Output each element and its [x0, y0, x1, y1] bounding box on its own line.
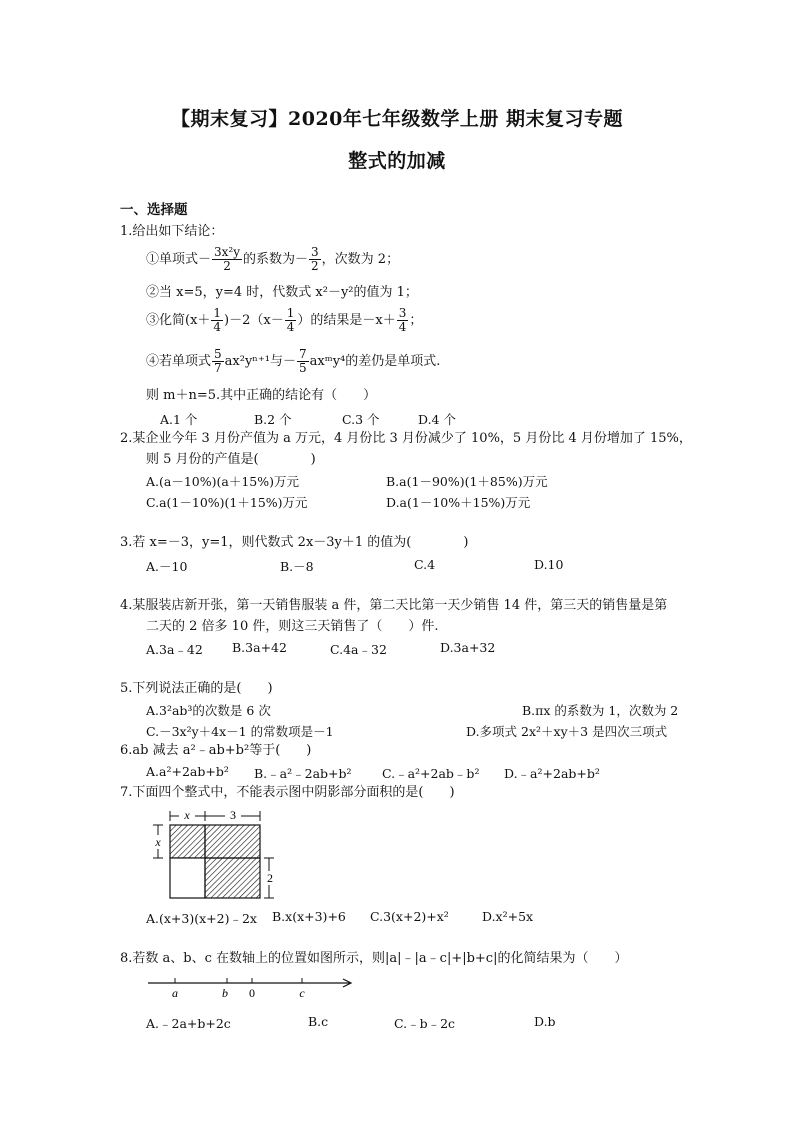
q6-stem: 6.ab 减去 a²﹣ab+b²等于( ) — [120, 743, 312, 758]
q1-statement-1: ①单项式－ $\frac{\text{3x²y}}{2}$ 的系数为－ $\frac{3}{2}$ ，次数为 2； — [146, 245, 400, 273]
q2-stem-1: 2.某企业今年 3 月份产值为 a 万元，4 月份比 3 月份减少了 10%，5 月份比 4 月份增加了 15%， — [120, 431, 692, 446]
q2-option-c[interactable]: C.a(1－10%)(1＋15%)万元 — [146, 495, 308, 510]
q1-option-a[interactable]: A.1 个 — [160, 412, 198, 427]
q4-stem-2: 二天的 2 倍多 10 件，则这三天销售了（ ）件. — [146, 619, 439, 634]
q5-option-d[interactable]: D.多项式 2x²＋xy＋3 是四次三项式 — [466, 724, 668, 739]
q6-option-c[interactable]: C.﹣a²+2ab﹣b² — [382, 766, 480, 781]
shaded-square-x — [170, 825, 205, 858]
q6-option-a[interactable]: A.a²+2ab+b² — [146, 764, 229, 779]
q1-option-d[interactable]: D.4 个 — [418, 412, 456, 427]
q8-number-line — [145, 972, 360, 1002]
q5-stem: 5.下列说法正确的是( ) — [120, 681, 273, 696]
q5-option-b[interactable]: B.πx 的系数为 1，次数为 2 — [522, 703, 679, 718]
q7-option-c[interactable]: C.3(x+2)+x² — [370, 909, 449, 924]
q5-option-a[interactable]: A.3²ab³的次数是 6 次 — [146, 703, 271, 718]
q1-statement-4: ④若单项式 $\frac{5}{7}$ ax²yⁿ⁺¹与－ $\frac{7}{5}$ axᵐy⁴的差仍是单项式. — [146, 347, 441, 375]
q3-option-c[interactable]: C.4 — [414, 557, 436, 572]
label-2: 2 — [267, 871, 273, 885]
q1-stem: 1.给出如下结论： — [120, 224, 224, 239]
q2-option-d[interactable]: D.a(1－10%＋15%)万元 — [386, 495, 531, 510]
q8-stem: 8.若数 a、b、c 在数轴上的位置如图所示，则|a|﹣|a﹣c|+|b+c|的化简结果为（ ） — [120, 951, 628, 966]
q2-option-b[interactable]: B.a(1－90%)(1＋85%)万元 — [386, 474, 548, 489]
q4-option-b[interactable]: B.3a+42 — [232, 640, 287, 655]
q4-option-c[interactable]: C.4a﹣32 — [330, 642, 387, 657]
page-subtitle: 整式的加减 — [348, 150, 446, 172]
axis-label-a: a — [172, 986, 178, 1000]
q7-option-d[interactable]: D.x²+5x — [482, 909, 534, 924]
unshaded-rect — [170, 858, 205, 898]
q3-option-b[interactable]: B.－8 — [280, 559, 314, 574]
label-x-top: x — [184, 808, 190, 822]
q6-option-d[interactable]: D.﹣a²+2ab+b² — [504, 766, 600, 781]
q3-stem: 3.若 x=－3，y=1，则代数式 2x－3y＋1 的值为( ) — [120, 535, 469, 550]
q7-option-b[interactable]: B.x(x+3)+6 — [272, 909, 346, 924]
q2-stem-2: 则 5 月份的产值是( ) — [146, 452, 316, 467]
q4-option-a[interactable]: A.3a﹣42 — [146, 642, 203, 657]
q8-option-c[interactable]: C.﹣b﹣2c — [394, 1016, 456, 1031]
q1-statement-2: ②当 x=5，y=4 时，代数式 x²－y²的值为 1； — [146, 285, 418, 300]
q1-option-b[interactable]: B.2 个 — [254, 412, 292, 427]
q7-stem: 7.下面四个整式中，不能表示图中阴影部分面积的是( ) — [120, 785, 455, 800]
q4-stem-1: 4.某服装店新开张，第一天销售服装 a 件，第二天比第一天少销售 14 件，第三天的销售量是第 — [120, 598, 668, 613]
q4-option-d[interactable]: D.3a+32 — [440, 640, 496, 655]
q8-option-d[interactable]: D.b — [534, 1014, 556, 1029]
axis-label-b: b — [222, 986, 228, 1000]
q2-option-a[interactable]: A.(a－10%)(a＋15%)万元 — [146, 474, 299, 489]
q3-option-a[interactable]: A.－10 — [146, 559, 188, 574]
axis-label-0: 0 — [249, 986, 255, 1000]
page-title: 【期末复习】2020年七年级数学上册 期末复习专题 — [171, 108, 623, 130]
q6-option-b[interactable]: B.﹣a²﹣2ab+b² — [254, 766, 352, 781]
q7-option-a[interactable]: A.(x+3)(x+2)﹣2x — [146, 911, 257, 926]
q8-option-b[interactable]: B.c — [308, 1014, 329, 1029]
q5-option-c[interactable]: C.－3x²y＋4x－1 的常数项是－1 — [146, 724, 334, 739]
section-heading: 一、选择题 — [120, 202, 188, 218]
shaded-rect-bottom-right — [205, 858, 260, 898]
q1-option-c[interactable]: C.3 个 — [342, 412, 380, 427]
label-3: 3 — [230, 808, 236, 822]
shaded-rect-top-right — [205, 825, 260, 858]
axis-label-c: c — [299, 986, 305, 1000]
q3-option-d[interactable]: D.10 — [534, 557, 564, 572]
q8-option-a[interactable]: A.﹣2a+b+2c — [146, 1016, 231, 1031]
q1-statement-5: 则 m＋n=5.其中正确的结论有（ ） — [146, 388, 377, 403]
q1-statement-3: ③化简(x＋ $\frac{1}{4}$ )－2（x－ $\frac{1}{4}$ ）的结果是－x＋ $\frac{3}{4}$ ； — [146, 306, 423, 334]
q7-figure — [145, 805, 285, 905]
label-x-left: x — [155, 835, 161, 849]
